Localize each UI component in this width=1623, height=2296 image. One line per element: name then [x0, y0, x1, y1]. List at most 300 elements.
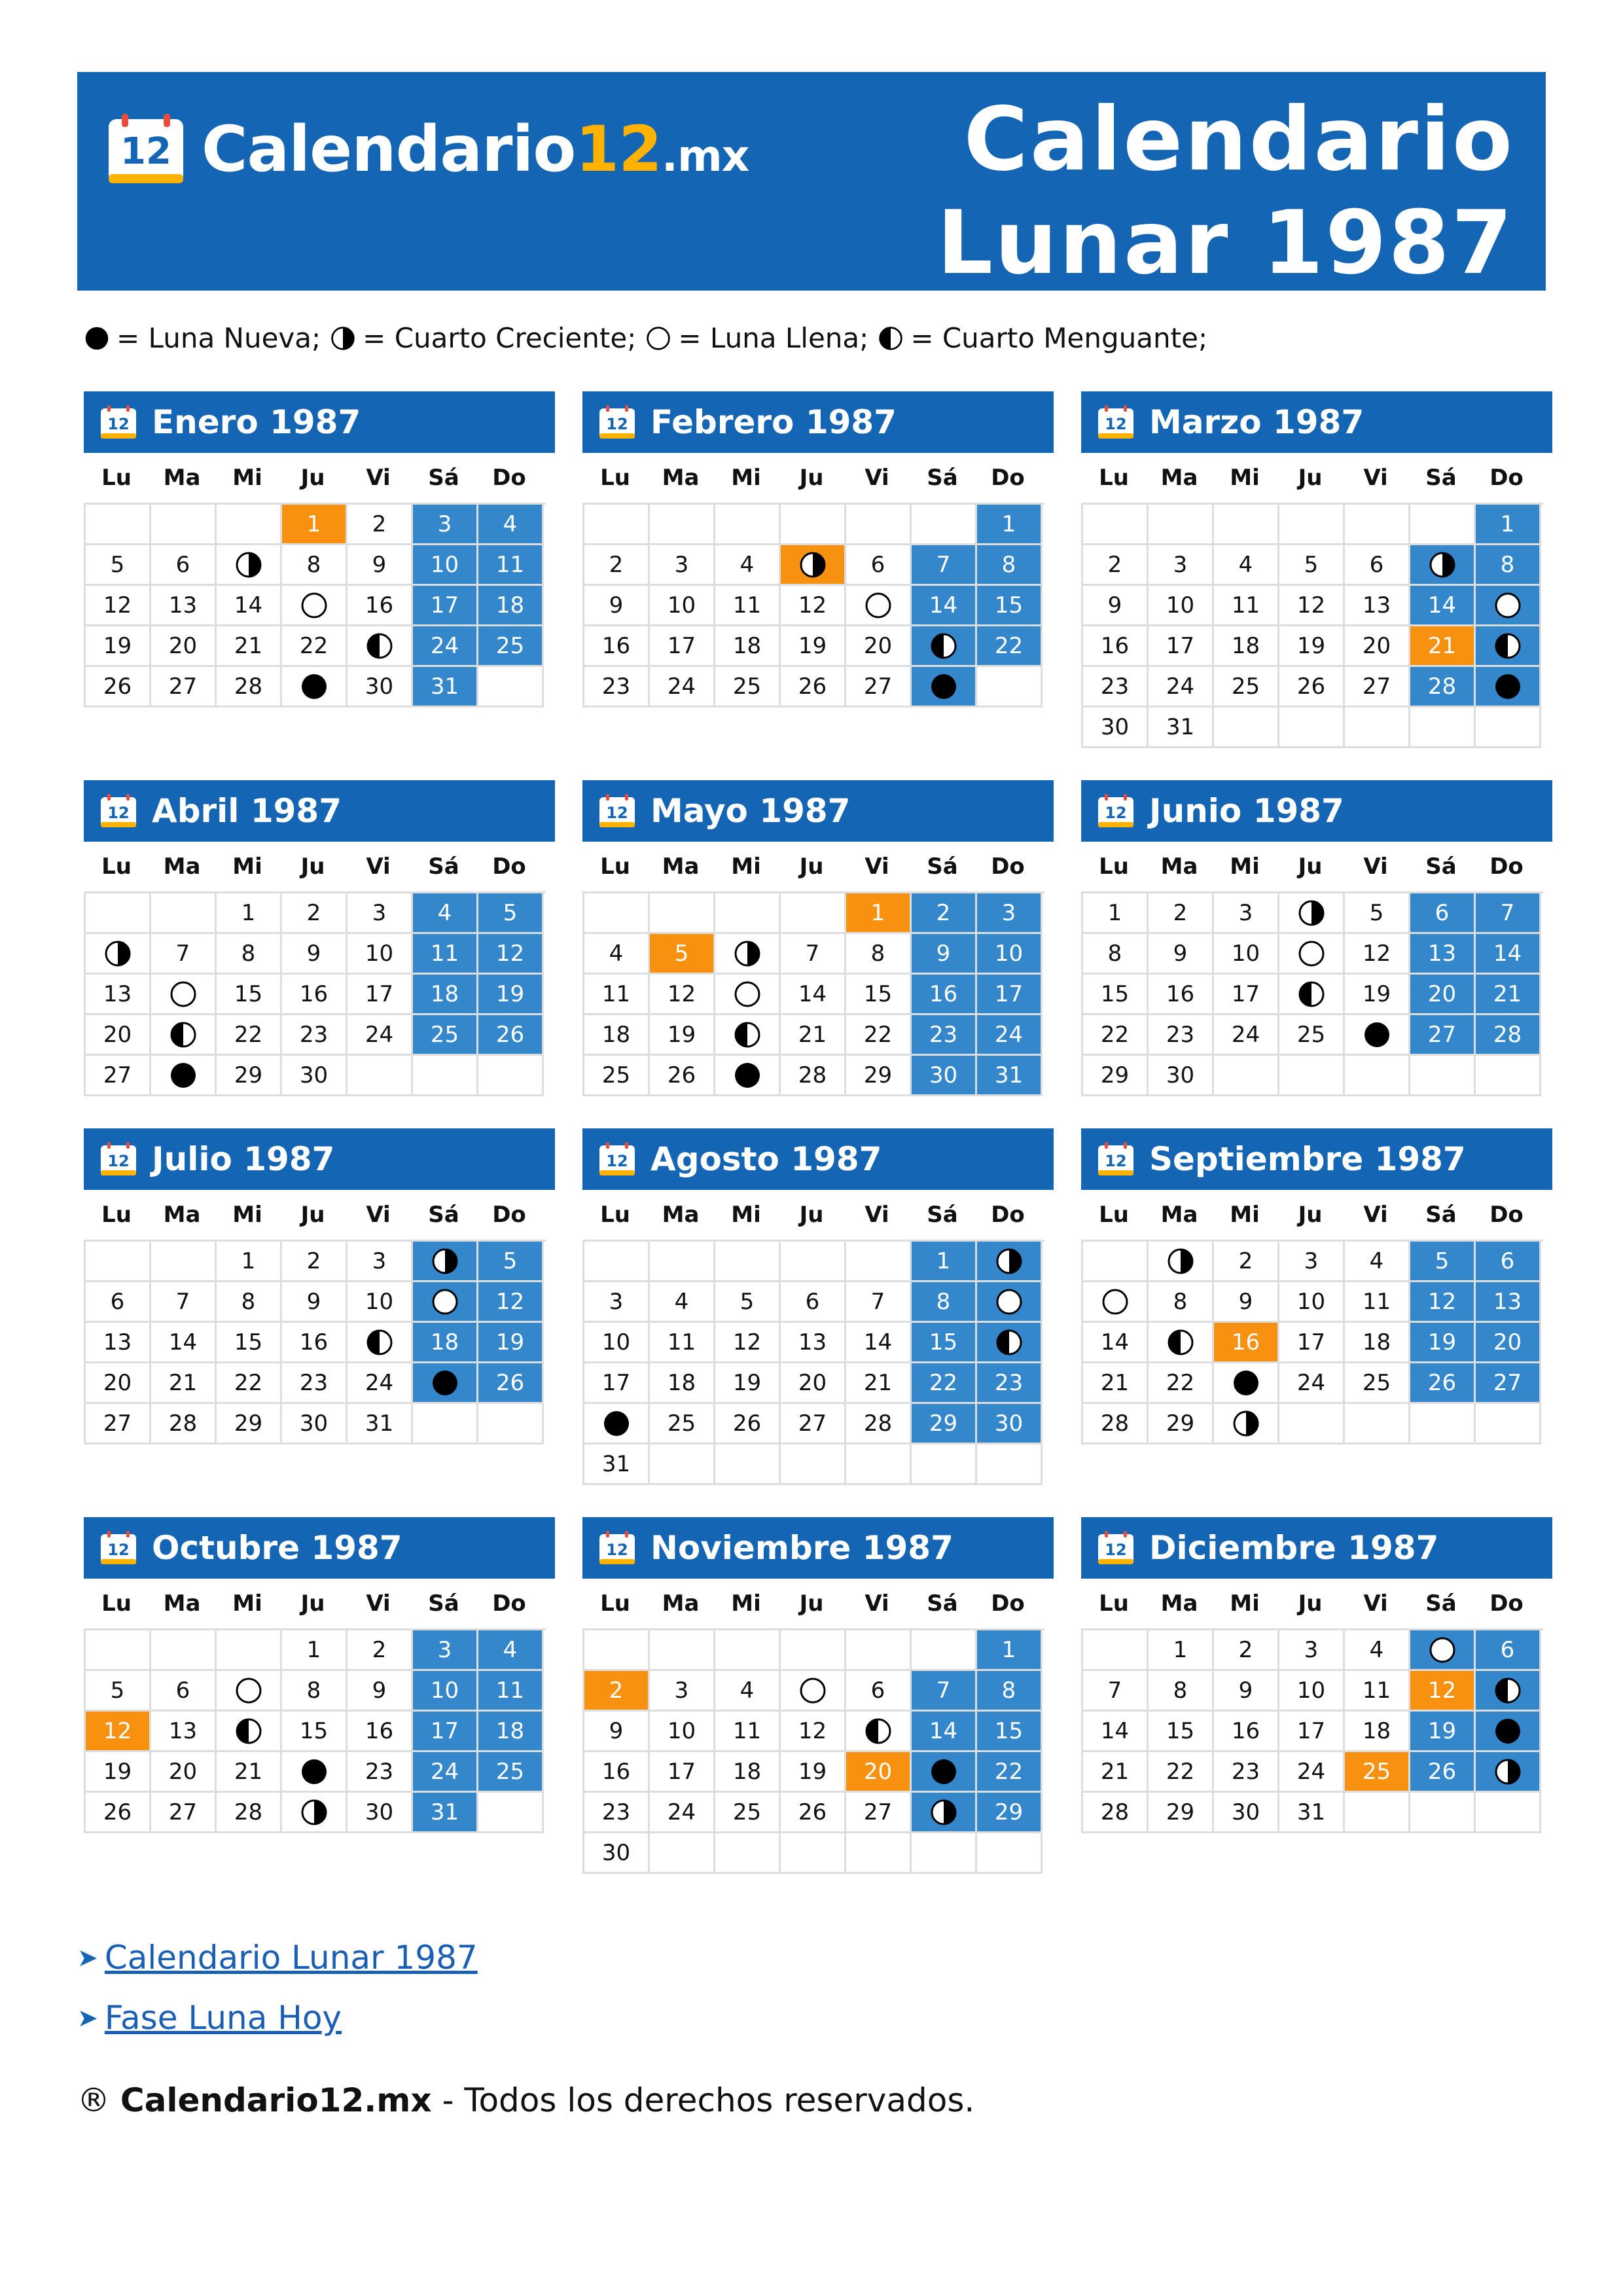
day-cell[interactable]: 6	[1476, 1630, 1541, 1671]
day-cell[interactable]: 21	[1410, 626, 1476, 667]
day-cell[interactable]: 11	[715, 1712, 781, 1752]
day-cell[interactable]: 24	[650, 667, 715, 708]
day-cell[interactable]: 4	[478, 1630, 544, 1671]
day-cell[interactable]: 26	[478, 1015, 544, 1056]
day-cell[interactable]: 8	[1149, 1282, 1214, 1323]
day-cell[interactable]: 25	[478, 626, 544, 667]
day-cell[interactable]: 8	[1476, 545, 1541, 586]
day-cell[interactable]: 26	[1410, 1752, 1476, 1793]
day-cell[interactable]: 6	[781, 1282, 846, 1323]
day-cell[interactable]: 11	[1345, 1282, 1410, 1323]
day-cell[interactable]: 29	[912, 1404, 977, 1444]
day-cell[interactable]: 9	[282, 1282, 348, 1323]
day-cell[interactable]: 22	[977, 1752, 1043, 1793]
day-cell[interactable]: 23	[1214, 1752, 1279, 1793]
day-cell[interactable]: 24	[650, 1793, 715, 1833]
day-cell[interactable]: 29	[846, 1056, 912, 1096]
day-cell[interactable]: 15	[846, 975, 912, 1015]
day-cell[interactable]: 26	[1279, 667, 1345, 708]
day-cell[interactable]: 26	[650, 1056, 715, 1096]
day-cell[interactable]	[977, 1242, 1043, 1282]
day-cell[interactable]: 12	[650, 975, 715, 1015]
day-cell[interactable]: 28	[846, 1404, 912, 1444]
day-cell[interactable]	[1476, 586, 1541, 626]
day-cell[interactable]: 11	[478, 1671, 544, 1712]
day-cell[interactable]: 27	[846, 667, 912, 708]
day-cell[interactable]: 10	[1149, 586, 1214, 626]
day-cell[interactable]: 31	[584, 1444, 650, 1485]
day-cell[interactable]: 18	[650, 1363, 715, 1404]
day-cell[interactable]: 3	[1149, 545, 1214, 586]
day-cell[interactable]	[348, 1323, 413, 1363]
day-cell[interactable]: 19	[478, 975, 544, 1015]
day-cell[interactable]	[282, 586, 348, 626]
day-cell[interactable]: 27	[846, 1793, 912, 1833]
day-cell[interactable]: 18	[413, 1323, 478, 1363]
day-cell[interactable]: 13	[86, 975, 151, 1015]
day-cell[interactable]: 20	[151, 626, 217, 667]
day-cell[interactable]: 30	[912, 1056, 977, 1096]
day-cell[interactable]: 13	[1410, 934, 1476, 975]
day-cell[interactable]: 25	[1345, 1752, 1410, 1793]
day-cell[interactable]: 28	[1410, 667, 1476, 708]
day-cell[interactable]: 27	[151, 1793, 217, 1833]
day-cell[interactable]: 31	[348, 1404, 413, 1444]
day-cell[interactable]: 19	[781, 1752, 846, 1793]
day-cell[interactable]: 12	[1410, 1671, 1476, 1712]
day-cell[interactable]: 16	[282, 975, 348, 1015]
day-cell[interactable]: 3	[650, 1671, 715, 1712]
day-cell[interactable]: 4	[1345, 1242, 1410, 1282]
day-cell[interactable]: 1	[1083, 893, 1149, 934]
day-cell[interactable]: 26	[781, 667, 846, 708]
day-cell[interactable]: 7	[1083, 1671, 1149, 1712]
day-cell[interactable]: 1	[977, 505, 1043, 545]
day-cell[interactable]: 24	[1279, 1363, 1345, 1404]
day-cell[interactable]: 1	[1149, 1630, 1214, 1671]
day-cell[interactable]: 4	[1345, 1630, 1410, 1671]
day-cell[interactable]: 14	[151, 1323, 217, 1363]
day-cell[interactable]: 15	[217, 1323, 282, 1363]
day-cell[interactable]: 21	[217, 626, 282, 667]
day-cell[interactable]: 19	[86, 1752, 151, 1793]
day-cell[interactable]: 21	[151, 1363, 217, 1404]
day-cell[interactable]: 10	[348, 1282, 413, 1323]
day-cell[interactable]	[781, 1671, 846, 1712]
day-cell[interactable]: 6	[846, 545, 912, 586]
day-cell[interactable]: 14	[1410, 586, 1476, 626]
day-cell[interactable]: 3	[584, 1282, 650, 1323]
day-cell[interactable]: 4	[478, 505, 544, 545]
day-cell[interactable]: 3	[348, 1242, 413, 1282]
day-cell[interactable]: 27	[151, 667, 217, 708]
day-cell[interactable]: 2	[584, 1671, 650, 1712]
day-cell[interactable]: 20	[151, 1752, 217, 1793]
day-cell[interactable]: 18	[1214, 626, 1279, 667]
day-cell[interactable]	[1345, 1015, 1410, 1056]
day-cell[interactable]: 4	[413, 893, 478, 934]
day-cell[interactable]: 11	[715, 586, 781, 626]
day-cell[interactable]: 8	[1149, 1671, 1214, 1712]
day-cell[interactable]	[715, 975, 781, 1015]
day-cell[interactable]: 18	[478, 1712, 544, 1752]
day-cell[interactable]: 6	[1476, 1242, 1541, 1282]
day-cell[interactable]: 19	[715, 1363, 781, 1404]
day-cell[interactable]: 19	[781, 626, 846, 667]
day-cell[interactable]: 11	[1214, 586, 1279, 626]
day-cell[interactable]	[217, 545, 282, 586]
day-cell[interactable]: 15	[217, 975, 282, 1015]
day-cell[interactable]: 14	[1083, 1712, 1149, 1752]
day-cell[interactable]: 27	[1345, 667, 1410, 708]
day-cell[interactable]	[846, 1712, 912, 1752]
day-cell[interactable]: 22	[217, 1015, 282, 1056]
day-cell[interactable]: 7	[846, 1282, 912, 1323]
day-cell[interactable]: 14	[781, 975, 846, 1015]
day-cell[interactable]: 16	[1083, 626, 1149, 667]
day-cell[interactable]: 8	[1083, 934, 1149, 975]
day-cell[interactable]	[282, 1752, 348, 1793]
day-cell[interactable]: 1	[217, 893, 282, 934]
day-cell[interactable]: 27	[1476, 1363, 1541, 1404]
day-cell[interactable]: 17	[1279, 1323, 1345, 1363]
day-cell[interactable]: 22	[977, 626, 1043, 667]
day-cell[interactable]: 11	[478, 545, 544, 586]
day-cell[interactable]: 28	[1083, 1793, 1149, 1833]
day-cell[interactable]: 2	[1214, 1242, 1279, 1282]
day-cell[interactable]: 26	[86, 1793, 151, 1833]
day-cell[interactable]: 13	[151, 1712, 217, 1752]
day-cell[interactable]	[912, 1752, 977, 1793]
day-cell[interactable]	[1279, 893, 1345, 934]
day-cell[interactable]: 28	[1083, 1404, 1149, 1444]
day-cell[interactable]: 25	[1214, 667, 1279, 708]
day-cell[interactable]: 8	[282, 1671, 348, 1712]
day-cell[interactable]: 28	[781, 1056, 846, 1096]
day-cell[interactable]: 7	[912, 1671, 977, 1712]
day-cell[interactable]: 3	[348, 893, 413, 934]
day-cell[interactable]: 14	[1083, 1323, 1149, 1363]
day-cell[interactable]: 13	[1345, 586, 1410, 626]
day-cell[interactable]: 2	[584, 545, 650, 586]
day-cell[interactable]: 19	[650, 1015, 715, 1056]
day-cell[interactable]: 22	[912, 1363, 977, 1404]
day-cell[interactable]: 20	[781, 1363, 846, 1404]
day-cell[interactable]: 16	[912, 975, 977, 1015]
day-cell[interactable]: 2	[348, 1630, 413, 1671]
day-cell[interactable]: 3	[413, 1630, 478, 1671]
day-cell[interactable]: 5	[86, 1671, 151, 1712]
day-cell[interactable]	[1476, 626, 1541, 667]
day-cell[interactable]: 20	[846, 1752, 912, 1793]
day-cell[interactable]: 10	[650, 1712, 715, 1752]
day-cell[interactable]: 2	[1214, 1630, 1279, 1671]
day-cell[interactable]: 16	[584, 1752, 650, 1793]
day-cell[interactable]: 3	[413, 505, 478, 545]
day-cell[interactable]: 2	[282, 1242, 348, 1282]
day-cell[interactable]: 26	[86, 667, 151, 708]
day-cell[interactable]: 8	[282, 545, 348, 586]
day-cell[interactable]	[781, 545, 846, 586]
day-cell[interactable]: 10	[1279, 1671, 1345, 1712]
day-cell[interactable]: 9	[282, 934, 348, 975]
day-cell[interactable]: 12	[478, 1282, 544, 1323]
day-cell[interactable]: 21	[1083, 1363, 1149, 1404]
day-cell[interactable]: 5	[715, 1282, 781, 1323]
day-cell[interactable]: 20	[1345, 626, 1410, 667]
day-cell[interactable]: 14	[912, 586, 977, 626]
day-cell[interactable]: 19	[1279, 626, 1345, 667]
day-cell[interactable]: 6	[846, 1671, 912, 1712]
day-cell[interactable]	[1214, 1404, 1279, 1444]
day-cell[interactable]: 14	[846, 1323, 912, 1363]
day-cell[interactable]: 22	[1149, 1363, 1214, 1404]
day-cell[interactable]: 16	[282, 1323, 348, 1363]
day-cell[interactable]: 4	[584, 934, 650, 975]
day-cell[interactable]: 30	[348, 1793, 413, 1833]
site-logo[interactable]	[106, 110, 749, 188]
day-cell[interactable]: 24	[1279, 1752, 1345, 1793]
day-cell[interactable]: 9	[348, 1671, 413, 1712]
day-cell[interactable]	[715, 1015, 781, 1056]
day-cell[interactable]: 5	[86, 545, 151, 586]
day-cell[interactable]	[1410, 545, 1476, 586]
day-cell[interactable]: 13	[1476, 1282, 1541, 1323]
day-cell[interactable]: 24	[1214, 1015, 1279, 1056]
day-cell[interactable]: 8	[977, 545, 1043, 586]
day-cell[interactable]: 11	[584, 975, 650, 1015]
day-cell[interactable]: 3	[1214, 893, 1279, 934]
day-cell[interactable]: 23	[1149, 1015, 1214, 1056]
day-cell[interactable]: 13	[86, 1323, 151, 1363]
day-cell[interactable]: 16	[584, 626, 650, 667]
day-cell[interactable]: 30	[282, 1404, 348, 1444]
day-cell[interactable]: 2	[282, 893, 348, 934]
day-cell[interactable]: 30	[282, 1056, 348, 1096]
day-cell[interactable]: 12	[1410, 1282, 1476, 1323]
day-cell[interactable]: 6	[151, 545, 217, 586]
day-cell[interactable]: 15	[1149, 1712, 1214, 1752]
day-cell[interactable]: 6	[86, 1282, 151, 1323]
day-cell[interactable]: 2	[912, 893, 977, 934]
day-cell[interactable]: 8	[912, 1282, 977, 1323]
day-cell[interactable]: 22	[282, 626, 348, 667]
day-cell[interactable]: 12	[86, 1712, 151, 1752]
day-cell[interactable]: 27	[86, 1056, 151, 1096]
day-cell[interactable]: 5	[1410, 1242, 1476, 1282]
day-cell[interactable]: 12	[478, 934, 544, 975]
day-cell[interactable]: 9	[1083, 586, 1149, 626]
day-cell[interactable]: 22	[1149, 1752, 1214, 1793]
day-cell[interactable]: 3	[1279, 1630, 1345, 1671]
day-cell[interactable]: 8	[977, 1671, 1043, 1712]
day-cell[interactable]: 6	[151, 1671, 217, 1712]
day-cell[interactable]: 25	[413, 1015, 478, 1056]
day-cell[interactable]: 30	[1083, 708, 1149, 748]
day-cell[interactable]: 24	[413, 1752, 478, 1793]
day-cell[interactable]: 18	[584, 1015, 650, 1056]
day-cell[interactable]	[912, 1793, 977, 1833]
day-cell[interactable]: 30	[1214, 1793, 1279, 1833]
day-cell[interactable]: 25	[478, 1752, 544, 1793]
day-cell[interactable]: 22	[1083, 1015, 1149, 1056]
day-cell[interactable]: 20	[86, 1363, 151, 1404]
day-cell[interactable]: 1	[977, 1630, 1043, 1671]
day-cell[interactable]: 29	[1149, 1793, 1214, 1833]
day-cell[interactable]: 30	[348, 667, 413, 708]
day-cell[interactable]: 18	[715, 1752, 781, 1793]
day-cell[interactable]: 24	[977, 1015, 1043, 1056]
day-cell[interactable]: 12	[715, 1323, 781, 1363]
day-cell[interactable]: 4	[715, 1671, 781, 1712]
day-cell[interactable]: 1	[912, 1242, 977, 1282]
day-cell[interactable]: 14	[217, 586, 282, 626]
day-cell[interactable]: 11	[413, 934, 478, 975]
day-cell[interactable]: 30	[1149, 1056, 1214, 1096]
day-cell[interactable]: 9	[1214, 1282, 1279, 1323]
day-cell[interactable]	[977, 1282, 1043, 1323]
day-cell[interactable]: 10	[413, 1671, 478, 1712]
day-cell[interactable]: 7	[151, 1282, 217, 1323]
day-cell[interactable]: 6	[1410, 893, 1476, 934]
day-cell[interactable]: 29	[217, 1056, 282, 1096]
day-cell[interactable]	[86, 934, 151, 975]
day-cell[interactable]: 20	[1410, 975, 1476, 1015]
day-cell[interactable]: 24	[348, 1015, 413, 1056]
day-cell[interactable]: 10	[584, 1323, 650, 1363]
day-cell[interactable]: 8	[217, 934, 282, 975]
day-cell[interactable]: 1	[1476, 505, 1541, 545]
day-cell[interactable]: 23	[282, 1015, 348, 1056]
day-cell[interactable]: 8	[217, 1282, 282, 1323]
day-cell[interactable]: 31	[413, 667, 478, 708]
day-cell[interactable]	[151, 1056, 217, 1096]
day-cell[interactable]: 26	[781, 1793, 846, 1833]
day-cell[interactable]: 16	[348, 586, 413, 626]
day-cell[interactable]: 11	[1345, 1671, 1410, 1712]
day-cell[interactable]: 12	[1279, 586, 1345, 626]
day-cell[interactable]: 25	[1279, 1015, 1345, 1056]
day-cell[interactable]: 8	[846, 934, 912, 975]
day-cell[interactable]: 25	[584, 1056, 650, 1096]
day-cell[interactable]: 7	[912, 545, 977, 586]
day-cell[interactable]: 17	[650, 626, 715, 667]
day-cell[interactable]	[1476, 1752, 1541, 1793]
day-cell[interactable]: 23	[584, 1793, 650, 1833]
day-cell[interactable]	[413, 1363, 478, 1404]
day-cell[interactable]: 2	[348, 505, 413, 545]
day-cell[interactable]	[282, 1793, 348, 1833]
day-cell[interactable]: 9	[348, 545, 413, 586]
day-cell[interactable]: 27	[86, 1404, 151, 1444]
day-cell[interactable]: 19	[86, 626, 151, 667]
day-cell[interactable]: 12	[86, 586, 151, 626]
day-cell[interactable]: 10	[977, 934, 1043, 975]
day-cell[interactable]: 9	[912, 934, 977, 975]
day-cell[interactable]: 7	[1476, 893, 1541, 934]
day-cell[interactable]: 16	[1214, 1323, 1279, 1363]
day-cell[interactable]: 26	[1410, 1363, 1476, 1404]
day-cell[interactable]: 23	[348, 1752, 413, 1793]
link-fase-luna-hoy[interactable]: Fase Luna Hoy	[104, 1999, 342, 2037]
day-cell[interactable]: 29	[977, 1793, 1043, 1833]
day-cell[interactable]: 5	[1279, 545, 1345, 586]
day-cell[interactable]: 10	[1279, 1282, 1345, 1323]
day-cell[interactable]	[217, 1712, 282, 1752]
day-cell[interactable]: 31	[1279, 1793, 1345, 1833]
day-cell[interactable]	[1279, 934, 1345, 975]
day-cell[interactable]	[977, 1323, 1043, 1363]
day-cell[interactable]: 3	[1279, 1242, 1345, 1282]
day-cell[interactable]: 17	[413, 1712, 478, 1752]
day-cell[interactable]: 22	[217, 1363, 282, 1404]
day-cell[interactable]: 10	[1214, 934, 1279, 975]
day-cell[interactable]: 10	[650, 586, 715, 626]
day-cell[interactable]: 13	[151, 586, 217, 626]
day-cell[interactable]	[846, 586, 912, 626]
day-cell[interactable]: 25	[1345, 1363, 1410, 1404]
day-cell[interactable]: 20	[1476, 1323, 1541, 1363]
day-cell[interactable]: 16	[348, 1712, 413, 1752]
day-cell[interactable]: 17	[348, 975, 413, 1015]
day-cell[interactable]: 17	[977, 975, 1043, 1015]
day-cell[interactable]: 25	[650, 1404, 715, 1444]
day-cell[interactable]: 9	[1149, 934, 1214, 975]
day-cell[interactable]: 21	[1476, 975, 1541, 1015]
day-cell[interactable]: 21	[1083, 1752, 1149, 1793]
link-calendario-lunar[interactable]: Calendario Lunar 1987	[104, 1939, 478, 1977]
day-cell[interactable]	[413, 1282, 478, 1323]
day-cell[interactable]: 31	[413, 1793, 478, 1833]
day-cell[interactable]	[584, 1404, 650, 1444]
day-cell[interactable]: 9	[584, 1712, 650, 1752]
day-cell[interactable]	[151, 975, 217, 1015]
day-cell[interactable]	[1476, 1671, 1541, 1712]
day-cell[interactable]: 12	[1345, 934, 1410, 975]
day-cell[interactable]	[715, 934, 781, 975]
day-cell[interactable]: 4	[715, 545, 781, 586]
day-cell[interactable]: 12	[781, 586, 846, 626]
day-cell[interactable]: 15	[1083, 975, 1149, 1015]
day-cell[interactable]: 3	[650, 545, 715, 586]
day-cell[interactable]: 15	[912, 1323, 977, 1363]
day-cell[interactable]: 17	[650, 1752, 715, 1793]
day-cell[interactable]: 18	[715, 626, 781, 667]
day-cell[interactable]: 28	[217, 667, 282, 708]
day-cell[interactable]: 17	[1214, 975, 1279, 1015]
day-cell[interactable]: 7	[151, 934, 217, 975]
day-cell[interactable]: 17	[584, 1363, 650, 1404]
day-cell[interactable]: 19	[1410, 1712, 1476, 1752]
day-cell[interactable]	[348, 626, 413, 667]
day-cell[interactable]: 25	[715, 1793, 781, 1833]
day-cell[interactable]: 5	[1345, 893, 1410, 934]
day-cell[interactable]: 21	[217, 1752, 282, 1793]
day-cell[interactable]	[1279, 975, 1345, 1015]
day-cell[interactable]: 20	[86, 1015, 151, 1056]
day-cell[interactable]	[1410, 1630, 1476, 1671]
day-cell[interactable]	[1083, 1282, 1149, 1323]
day-cell[interactable]: 26	[715, 1404, 781, 1444]
day-cell[interactable]: 2	[1149, 893, 1214, 934]
day-cell[interactable]	[912, 667, 977, 708]
day-cell[interactable]: 10	[413, 545, 478, 586]
day-cell[interactable]: 15	[977, 1712, 1043, 1752]
day-cell[interactable]: 18	[1345, 1712, 1410, 1752]
day-cell[interactable]: 24	[348, 1363, 413, 1404]
day-cell[interactable]	[912, 626, 977, 667]
day-cell[interactable]	[413, 1242, 478, 1282]
